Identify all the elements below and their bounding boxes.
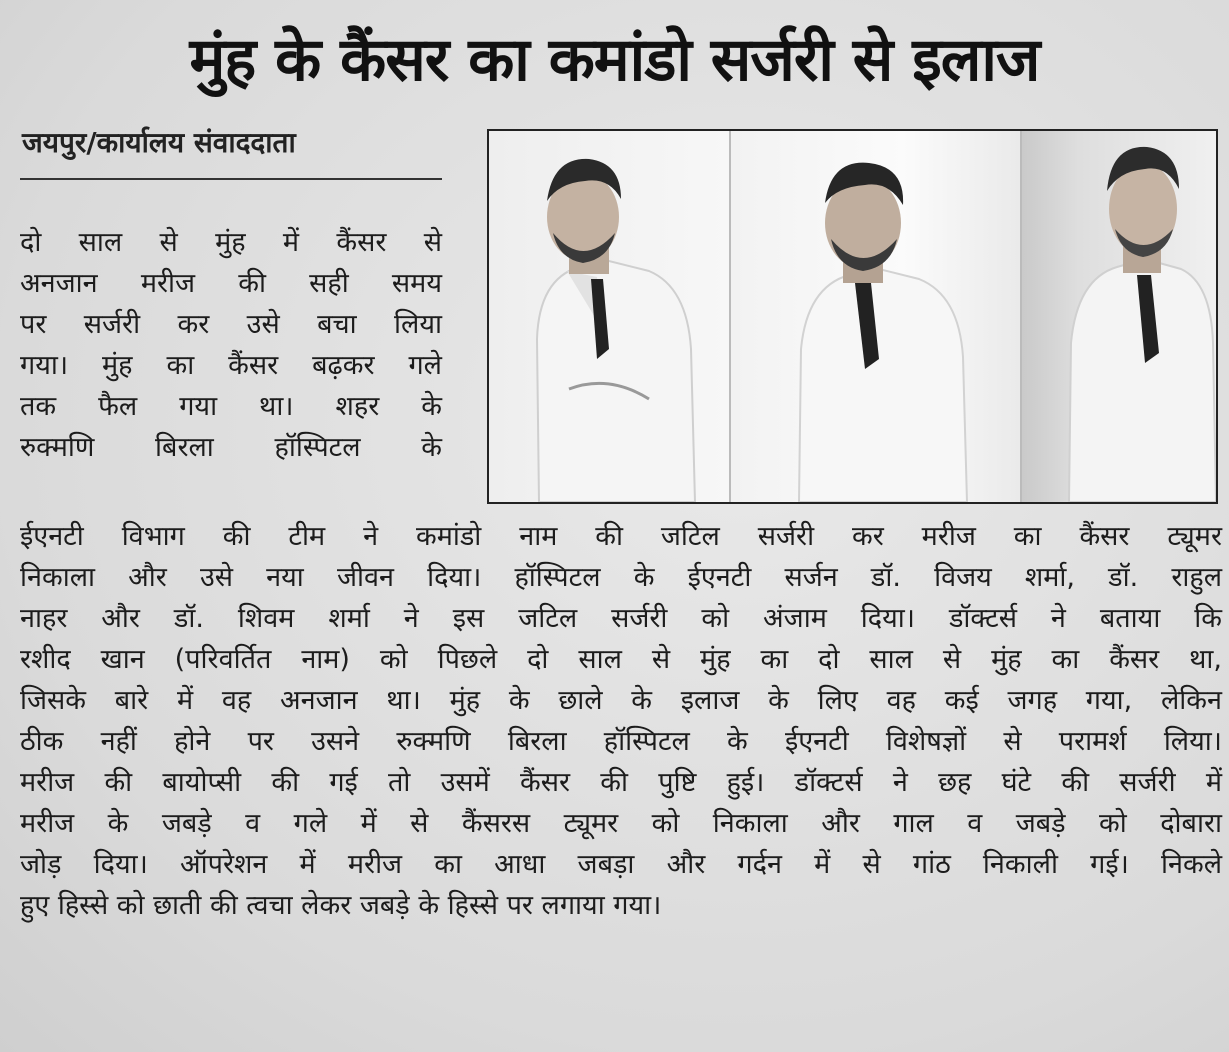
doctor-portrait-2 bbox=[779, 159, 979, 502]
doctor-portrait-3 bbox=[1061, 143, 1216, 502]
body-line: मरीज के जबड़े व गले में से कैंसरस ट्यूमर को निकाला और गाल व जबड़े को दोबारा bbox=[20, 808, 1222, 839]
body-line: निकाला और उसे नया जीवन दिया। हॉस्पिटल के ईएनटी सर्जन डॉ. विजय शर्मा, डॉ. राहुल bbox=[20, 562, 1222, 593]
intro-line: तक फैल गया था। शहर के bbox=[20, 391, 442, 422]
intro-line: दो साल से मुंह में कैंसर से bbox=[20, 227, 442, 258]
doctors-photo bbox=[487, 129, 1218, 504]
photo-divider bbox=[1020, 131, 1022, 502]
doctor-portrait-1 bbox=[509, 149, 709, 502]
body-line: हुए हिस्से को छाती की त्वचा लेकर जबड़े के हिस्से पर लगाया गया। bbox=[20, 890, 662, 921]
body-line: नाहर और डॉ. शिवम शर्मा ने इस जटिल सर्जरी को अंजाम दिया। डॉक्टर्स ने बताया कि bbox=[20, 603, 1222, 634]
article-body bbox=[20, 516, 1222, 926]
body-line: रशीद खान (परिवर्तित नाम) को पिछले दो साल से मुंह का दो साल से मुंह का कैंसर था, bbox=[20, 644, 1222, 675]
body-line: ठीक नहीं होने पर उसने रुक्मणि बिरला हॉस्पिटल के ईएनटी विशेषज्ञों से परामर्श लिया। bbox=[20, 726, 1222, 757]
body-line: ईएनटी विभाग की टीम ने कमांडो नाम की जटिल सर्जरी कर मरीज का कैंसर ट्यूमर bbox=[20, 521, 1222, 552]
intro-line: गया। मुंह का कैंसर बढ़कर गले bbox=[20, 350, 442, 381]
body-line: मरीज की बायोप्सी की गई तो उसमें कैंसर की पुष्टि हुई। डॉक्टर्स ने छह घंटे की सर्जरी में bbox=[20, 767, 1222, 798]
headline: मुंह के कैंसर का कमांडो सर्जरी से इलाज bbox=[189, 25, 1040, 95]
body-line: जोड़ दिया। ऑपरेशन में मरीज का आधा जबड़ा और गर्दन में से गांठ निकाली गई। निकले bbox=[20, 849, 1222, 880]
byline-divider bbox=[20, 178, 442, 180]
photo-divider bbox=[729, 131, 731, 502]
byline: जयपुर/कार्यालय संवाददाता bbox=[22, 126, 296, 159]
body-line: जिसके बारे में वह अनजान था। मुंह के छाले के इलाज के लिए वह कई जगह गया, लेकिन bbox=[20, 685, 1222, 716]
intro-column bbox=[20, 222, 442, 468]
intro-line: रुक्मणि बिरला हॉस्पिटल के bbox=[20, 432, 442, 463]
intro-line: अनजान मरीज की सही समय bbox=[20, 268, 442, 299]
intro-line: पर सर्जरी कर उसे बचा लिया bbox=[20, 309, 442, 340]
